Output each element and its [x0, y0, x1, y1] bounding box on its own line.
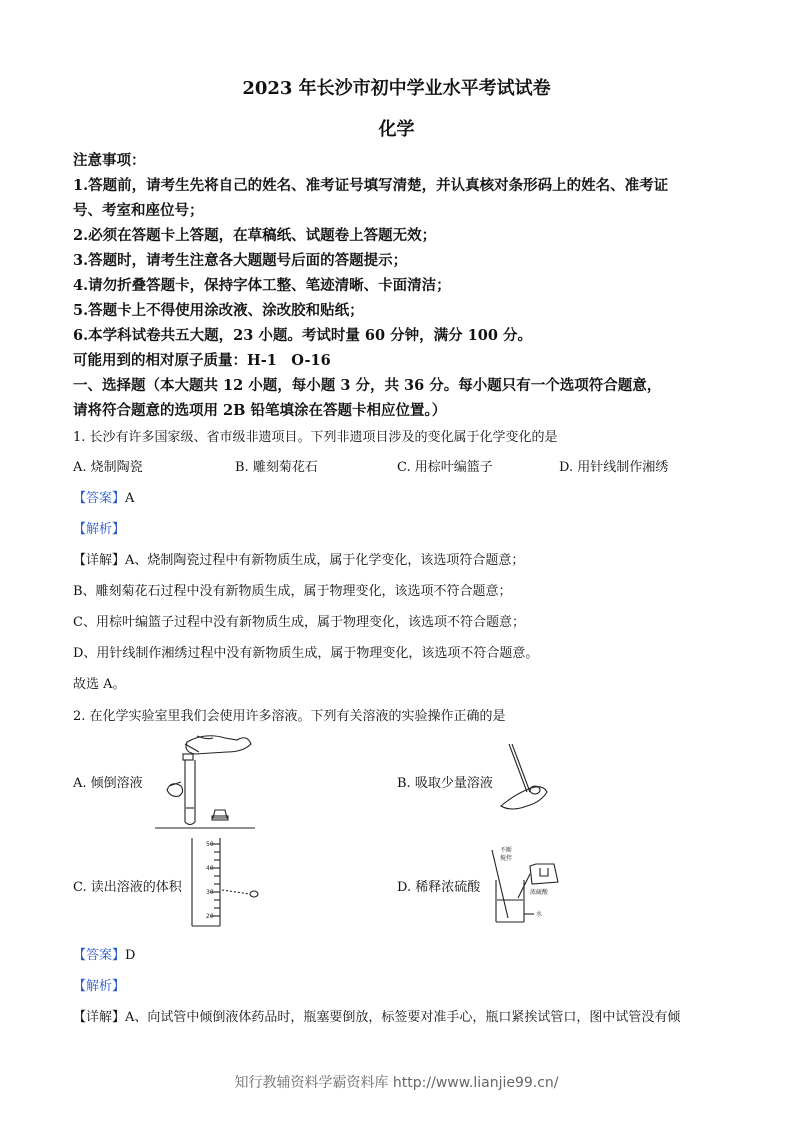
- notice-item: 3.答题时，请考生注意各大题题号后面的答题提示；: [73, 252, 408, 269]
- q1-detail-line: 【详解】A、烧制陶瓷过程中有新物质生成，属于化学变化，该选项符合题意；: [73, 553, 525, 568]
- q2-option-a: A. 倾倒溶液: [73, 776, 143, 791]
- q1-detail-line: D、用针线制作湘绣过程中没有新物质生成，属于物理变化，该选项不符合题意。: [73, 646, 539, 661]
- q1-stem: 1. 长沙有许多国家级、省市级非遗项目。下列非遗项目涉及的变化属于化学变化的是: [73, 430, 558, 445]
- section-heading: 一、选择题（本大题共 12 小题，每小题 3 分，共 36 分。每小题只有一个选项符合题意，: [73, 377, 662, 394]
- notice-item: 号、考室和座位号；: [73, 202, 204, 219]
- notice-item: 2.必须在答题卡上答题，在草稿纸、试题卷上答题无效；: [73, 227, 437, 244]
- q1-option-d: D. 用针线制作湘绣: [559, 460, 669, 475]
- notice-item: 4.请勿折叠答题卡，保持字体工整、笔迹清晰、卡面清洁；: [73, 277, 451, 294]
- q1-answer: [73, 487, 134, 506]
- graduated-cylinder-figure: [190, 836, 270, 928]
- atomic-mass-line: 可能用到的相对原子质量：H-1 O-16: [73, 352, 331, 369]
- notice-item: 5.答题卡上不得使用涂改液、涂改胶和贴纸；: [73, 302, 364, 319]
- q2-detail-line: 【详解】A、向试管中倾倒液体药品时，瓶塞要倒放，标签要对准手心，瓶口紧挨试管口，图中试管没有倾: [73, 1010, 681, 1025]
- q2-answer: [73, 944, 135, 963]
- cylinder-tick-label: 30: [206, 889, 214, 896]
- figure-label-stir: 不断: [500, 847, 513, 854]
- cylinder-tick-label: 50: [206, 841, 214, 848]
- q2-option-d: D. 稀释浓硫酸: [397, 880, 481, 895]
- section-heading-cont: 请将符合题意的选项用 2B 铅笔填涂在答题卡相应位置。）: [73, 402, 447, 419]
- answer-value: D: [125, 948, 136, 963]
- notice-item: 6.本学科试卷共五大题，23 小题。考试时量 60 分钟，满分 100 分。: [73, 327, 532, 344]
- q1-option-a: A. 烧制陶瓷: [73, 460, 143, 475]
- dropper-figure: [495, 742, 555, 822]
- q1-option-b: B. 雕刻菊花石: [235, 460, 318, 475]
- figure-label-water: 水: [536, 911, 543, 918]
- notice-item: 1.答题前，请考生先将自己的姓名、准考证号填写清楚，并认真核对条形码上的姓名、准考证: [73, 177, 669, 194]
- q1-analysis-tag: 【解析】: [73, 522, 126, 537]
- answer-tag: 【答案】: [73, 948, 126, 963]
- q2-option-b: B. 吸取少量溶液: [397, 776, 493, 791]
- subject-title: 化学: [378, 119, 415, 140]
- answer-value: A: [125, 491, 135, 506]
- notice-heading: 注意事项：: [73, 152, 146, 169]
- q2-stem: 2. 在化学实验室里我们会使用许多溶液。下列有关溶液的实验操作正确的是: [73, 709, 506, 724]
- q2-option-c: C. 读出溶液的体积: [73, 880, 182, 895]
- figure-label-acid: 浓硫酸: [530, 889, 549, 896]
- page-title: 2023 年长沙市初中学业水平考试试卷: [242, 78, 551, 99]
- q1-detail-line: C、用棕叶编篮子过程中没有新物质生成，属于物理变化，该选项不符合题意；: [73, 615, 525, 630]
- q1-option-c: C. 用棕叶编篮子: [397, 460, 493, 475]
- q1-detail-line: B、雕刻菊花石过程中没有新物质生成，属于物理变化，该选项不符合题意；: [73, 584, 512, 599]
- q2-analysis-tag: 【解析】: [73, 979, 126, 994]
- figure-label-stir-2: 搅拌: [500, 855, 513, 862]
- pouring-liquid-figure: [155, 730, 255, 830]
- footer-watermark: 知行教辅资料学霸资料库 http://www.lianjie99.cn/: [234, 1075, 559, 1091]
- dilute-acid-figure: [488, 844, 568, 926]
- cylinder-tick-label: 40: [206, 865, 214, 872]
- q1-conclusion: 故选 A。: [73, 677, 126, 692]
- answer-tag: 【答案】: [73, 491, 126, 506]
- cylinder-tick-label: 20: [206, 913, 214, 920]
